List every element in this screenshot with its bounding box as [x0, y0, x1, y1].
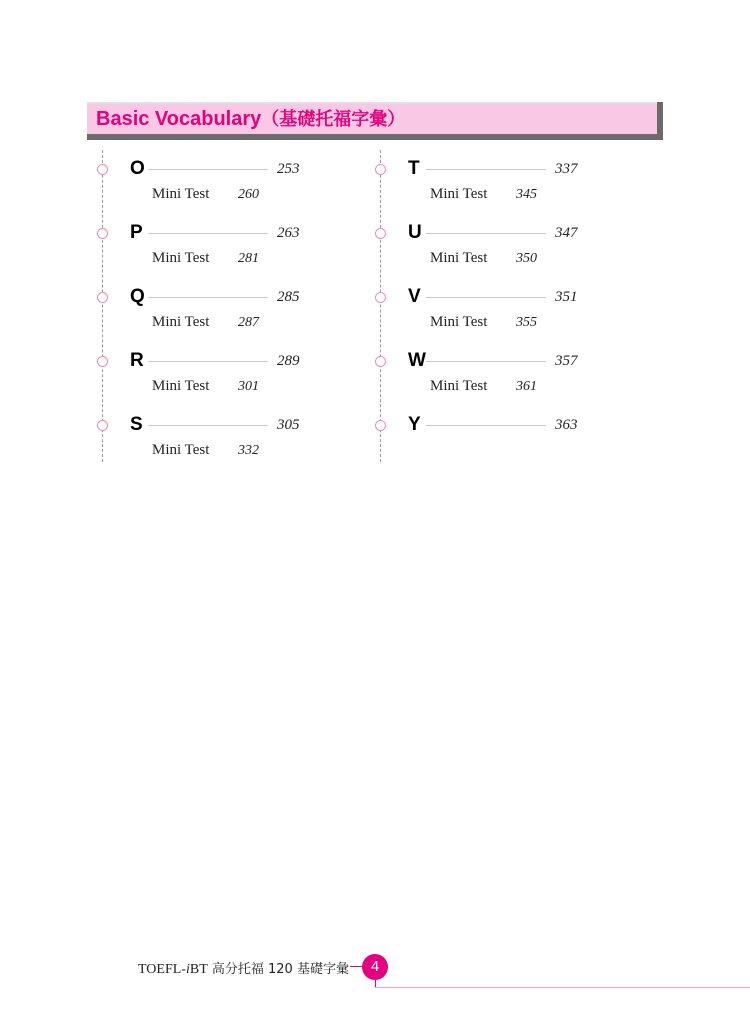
section-page: 337: [555, 161, 578, 177]
mini-test-label[interactable]: Mini Test: [152, 442, 210, 458]
bullet-circle-icon: [375, 228, 386, 239]
toc-entry-v[interactable]: [366, 278, 606, 328]
leader-line: [148, 169, 268, 170]
bullet-circle-icon: [97, 228, 108, 239]
mini-test-page: 350: [516, 251, 537, 266]
section-page: 351: [555, 289, 578, 305]
leader-line: [426, 361, 546, 362]
section-letter: V: [408, 286, 421, 307]
mini-test-label[interactable]: Mini Test: [430, 314, 488, 330]
footer-book-prefix: TOEFL-: [138, 962, 186, 977]
section-title-en: Basic Vocabulary: [96, 108, 262, 130]
leader-line: [148, 297, 268, 298]
bullet-circle-icon: [375, 420, 386, 431]
toc-entry-s[interactable]: [88, 406, 328, 456]
mini-test-label[interactable]: Mini Test: [430, 378, 488, 394]
leader-line: [426, 169, 546, 170]
section-letter: T: [408, 158, 420, 179]
mini-test-page: 361: [516, 379, 537, 394]
mini-test-page: 345: [516, 187, 537, 202]
footer-rule-line: [375, 987, 750, 988]
section-letter: R: [130, 350, 144, 371]
section-letter: Q: [130, 286, 145, 307]
mini-test-label[interactable]: Mini Test: [152, 378, 210, 394]
leader-line: [426, 297, 546, 298]
mini-test-label[interactable]: Mini Test: [152, 314, 210, 330]
mini-test-page: 287: [238, 315, 259, 330]
toc-column-right: [366, 150, 606, 462]
mini-test-page: 332: [238, 443, 259, 458]
bullet-circle-icon: [97, 164, 108, 175]
leader-line: [148, 361, 268, 362]
toc-entry-p[interactable]: [88, 214, 328, 264]
bullet-circle-icon: [97, 356, 108, 367]
footer-book-ibt-i: i: [185, 962, 190, 977]
mini-test-page: 281: [238, 251, 259, 266]
section-page: 289: [277, 353, 300, 369]
leader-line: [426, 233, 546, 234]
footer-book-title: [138, 958, 349, 978]
section-letter: U: [408, 222, 422, 243]
mini-test-page: 260: [238, 187, 259, 202]
section-page: 357: [555, 353, 578, 369]
toc-entry-u[interactable]: [366, 214, 606, 264]
section-header-edge: [657, 102, 663, 140]
mini-test-page: 301: [238, 379, 259, 394]
toc-entry-r[interactable]: [88, 342, 328, 392]
section-page: 285: [277, 289, 300, 305]
bullet-circle-icon: [375, 164, 386, 175]
leader-line: [148, 425, 268, 426]
bullet-circle-icon: [375, 292, 386, 303]
mini-test-label[interactable]: Mini Test: [152, 250, 210, 266]
toc-column-left: [88, 150, 328, 462]
section-page: 263: [277, 225, 300, 241]
bullet-circle-icon: [97, 292, 108, 303]
section-letter: O: [130, 158, 145, 179]
section-page: 363: [555, 417, 578, 433]
section-page: 253: [277, 161, 300, 177]
toc-entry-o[interactable]: [88, 150, 328, 200]
toc-entry-w[interactable]: [366, 342, 606, 392]
bullet-circle-icon: [375, 356, 386, 367]
section-title: [96, 105, 405, 131]
mini-test-label[interactable]: Mini Test: [430, 186, 488, 202]
toc-entry-t[interactable]: [366, 150, 606, 200]
section-page: 347: [555, 225, 578, 241]
section-letter: Y: [408, 414, 421, 435]
footer-book-title-cn: 高分托福 120 基礎字彙: [207, 962, 349, 977]
page-number-badge: 4: [362, 954, 388, 980]
section-letter: W: [408, 350, 426, 371]
toc-entry-q[interactable]: [88, 278, 328, 328]
section-header-shadow: [87, 134, 663, 140]
mini-test-page: 355: [516, 315, 537, 330]
footer-book-ibt-rest: BT: [189, 962, 208, 977]
leader-line: [426, 425, 546, 426]
section-title-cn: （基礎托福字彙）: [261, 109, 406, 129]
mini-test-label[interactable]: Mini Test: [430, 250, 488, 266]
section-page: 305: [277, 417, 300, 433]
leader-line: [148, 233, 268, 234]
section-letter: S: [130, 414, 143, 435]
toc-entry-y[interactable]: [366, 406, 606, 456]
bullet-circle-icon: [97, 420, 108, 431]
mini-test-label[interactable]: Mini Test: [152, 186, 210, 202]
section-letter: P: [130, 222, 143, 243]
footer-connector-line: [350, 966, 362, 967]
